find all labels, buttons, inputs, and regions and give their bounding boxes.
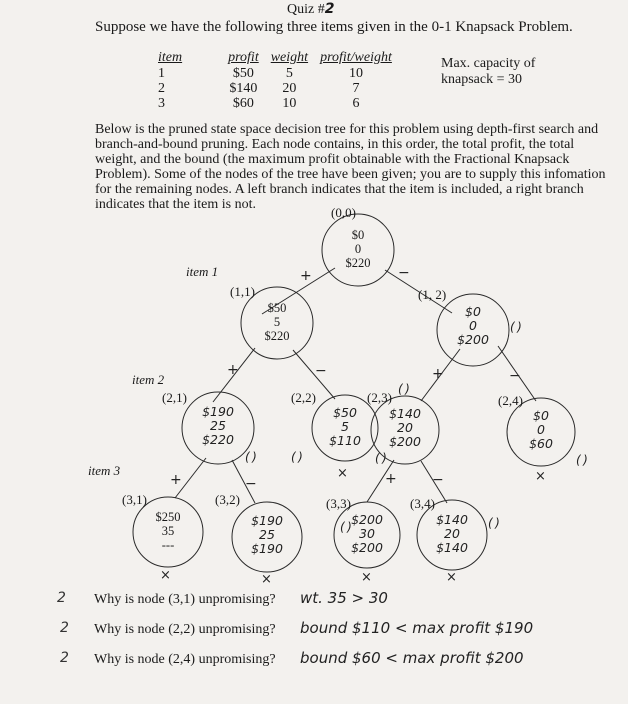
node-weight: 25 — [210, 418, 226, 433]
grader-mark: ( ) — [398, 382, 410, 396]
branch-minus: − — [315, 363, 327, 379]
tree-node-values — [247, 301, 307, 343]
node-weight: 5 — [273, 315, 281, 329]
tree-node-values — [328, 228, 388, 270]
node-weight: 5 — [341, 419, 349, 434]
question-text: Why is node (2,2) unpromising? — [94, 622, 276, 637]
quiz-number: 2 — [324, 1, 335, 17]
question-text: Why is node (3,1) unpromising? — [94, 592, 276, 607]
node-weight: 0 — [354, 242, 362, 256]
node-bound: $220 — [264, 329, 290, 343]
table-header: item — [158, 50, 183, 65]
grader-mark: ( ) — [340, 520, 352, 534]
node-id: (3,4) — [410, 496, 435, 511]
answer-text: bound $60 < max profit $200 — [300, 649, 524, 667]
node-bound: $220 — [202, 432, 234, 447]
node-id: (3,3) — [326, 496, 351, 511]
cross-mark: × — [446, 570, 457, 585]
answer-text: wt. 35 > 30 — [300, 589, 388, 607]
cross-mark: × — [160, 568, 171, 583]
node-id: (1,1) — [230, 284, 255, 299]
table-cell: 1 — [158, 66, 165, 81]
branch-plus: + — [432, 366, 444, 382]
node-bound: $200 — [389, 434, 421, 449]
node-profit: $0 — [465, 304, 481, 319]
node-id: (2,2) — [291, 390, 316, 405]
instructions-paragraph: Below is the pruned state space decision tree for this problem using depth-first search and branch-and-bound pruning. Each node contains, in this order, the total profit, the total weight, and the bound (the maximum profit obtainable with the Fractional Knapsack Problem). Some of the nodes of the tree have been given; you are to supply this infomation for the remaining nodes. A left branch indicates that the item is included, a right branch indicates that the item is not. — [95, 122, 606, 212]
node-weight: 30 — [359, 526, 375, 541]
table-cell: 2 — [158, 81, 165, 96]
node-weight: 25 — [259, 527, 275, 542]
answer-text: bound $110 < max profit $190 — [300, 619, 534, 637]
table-cell: 6 — [352, 96, 360, 111]
branch-minus: − — [245, 476, 257, 492]
capacity-note: Max. capacity of knapsack = 30 — [441, 56, 536, 87]
grader-mark: ( ) — [291, 450, 303, 464]
branch-minus: − — [509, 368, 521, 384]
branch-plus: + — [385, 471, 397, 487]
question-text: Why is node (2,4) unpromising? — [94, 652, 276, 667]
table-header: weight — [270, 50, 309, 65]
node-profit: $50 — [333, 405, 357, 420]
table-cell: $50 — [232, 66, 254, 81]
tree-node-values — [422, 513, 482, 555]
node-profit: $140 — [436, 512, 468, 527]
branch-plus: + — [227, 362, 239, 378]
grader-mark: ( ) — [375, 451, 387, 465]
node-bound: $190 — [251, 541, 283, 556]
node-weight: 0 — [537, 422, 545, 437]
cross-mark: × — [337, 466, 348, 481]
quiz-label: Quiz # — [287, 2, 325, 17]
tree-node-values — [138, 510, 198, 552]
tree-node-values — [188, 405, 248, 447]
node-profit: $200 — [351, 512, 383, 527]
node-bound: --- — [161, 538, 175, 552]
table-cell: 5 — [285, 66, 293, 81]
score-mark: 2 — [60, 650, 69, 666]
table-cell: 10 — [348, 66, 363, 81]
cross-mark: × — [361, 570, 372, 585]
node-bound: $110 — [329, 433, 361, 448]
node-bound: $60 — [529, 436, 553, 451]
table-cell: $140 — [229, 81, 258, 96]
table-cell: 3 — [158, 96, 165, 111]
node-profit: $140 — [389, 406, 421, 421]
node-id: (3,2) — [215, 492, 240, 507]
cross-mark: × — [535, 469, 546, 484]
node-id: (2,3) — [367, 390, 392, 405]
node-profit: $250 — [155, 510, 181, 524]
node-weight: 35 — [161, 524, 175, 538]
node-profit: $190 — [202, 404, 234, 419]
branch-plus: + — [300, 268, 312, 284]
node-id: (2,4) — [498, 393, 523, 408]
tree-node-values — [237, 514, 297, 556]
tree-node-values — [315, 406, 375, 448]
node-weight: 0 — [469, 318, 477, 333]
node-profit: $0 — [351, 228, 365, 242]
node-profit: $50 — [267, 301, 287, 315]
node-id: (1, 2) — [418, 287, 447, 302]
score-mark: 2 — [57, 590, 66, 606]
node-weight: 20 — [397, 420, 413, 435]
node-bound: $200 — [457, 332, 489, 347]
branch-plus: + — [170, 472, 182, 488]
table-header: profit/weight — [320, 50, 392, 65]
node-id: (3,1) — [122, 492, 147, 507]
cross-mark: × — [261, 572, 272, 587]
branch-minus: − — [398, 265, 410, 281]
node-bound: $140 — [436, 540, 468, 555]
score-mark: 2 — [60, 620, 69, 636]
grader-mark: ( ) — [488, 516, 500, 530]
grader-mark: ( ) — [576, 453, 588, 467]
node-id: (2,1) — [162, 390, 187, 405]
table-cell: 20 — [282, 81, 297, 96]
node-id: (0,0) — [331, 205, 356, 220]
grader-mark: ( ) — [245, 450, 257, 464]
level-label-item-1: item 1 — [186, 264, 219, 279]
tree-node-values — [375, 407, 435, 449]
node-profit: $190 — [251, 513, 283, 528]
node-profit: $0 — [533, 408, 549, 423]
grader-mark: ( ) — [510, 320, 522, 334]
level-label-item-3: item 3 — [88, 463, 121, 478]
node-bound: $200 — [351, 540, 383, 555]
table-cell: 10 — [282, 96, 297, 111]
tree-node-values — [511, 409, 571, 451]
node-weight: 20 — [444, 526, 460, 541]
level-label-item-2: item 2 — [132, 372, 165, 387]
table-cell: $60 — [232, 96, 254, 111]
branch-minus: − — [432, 472, 444, 488]
table-header: profit — [228, 50, 259, 65]
table-cell: 7 — [352, 81, 360, 96]
tree-node-values — [443, 305, 503, 347]
node-bound: $220 — [345, 256, 371, 270]
intro-text: Suppose we have the following three items given in the 0-1 Knapsack Problem. — [95, 19, 573, 35]
